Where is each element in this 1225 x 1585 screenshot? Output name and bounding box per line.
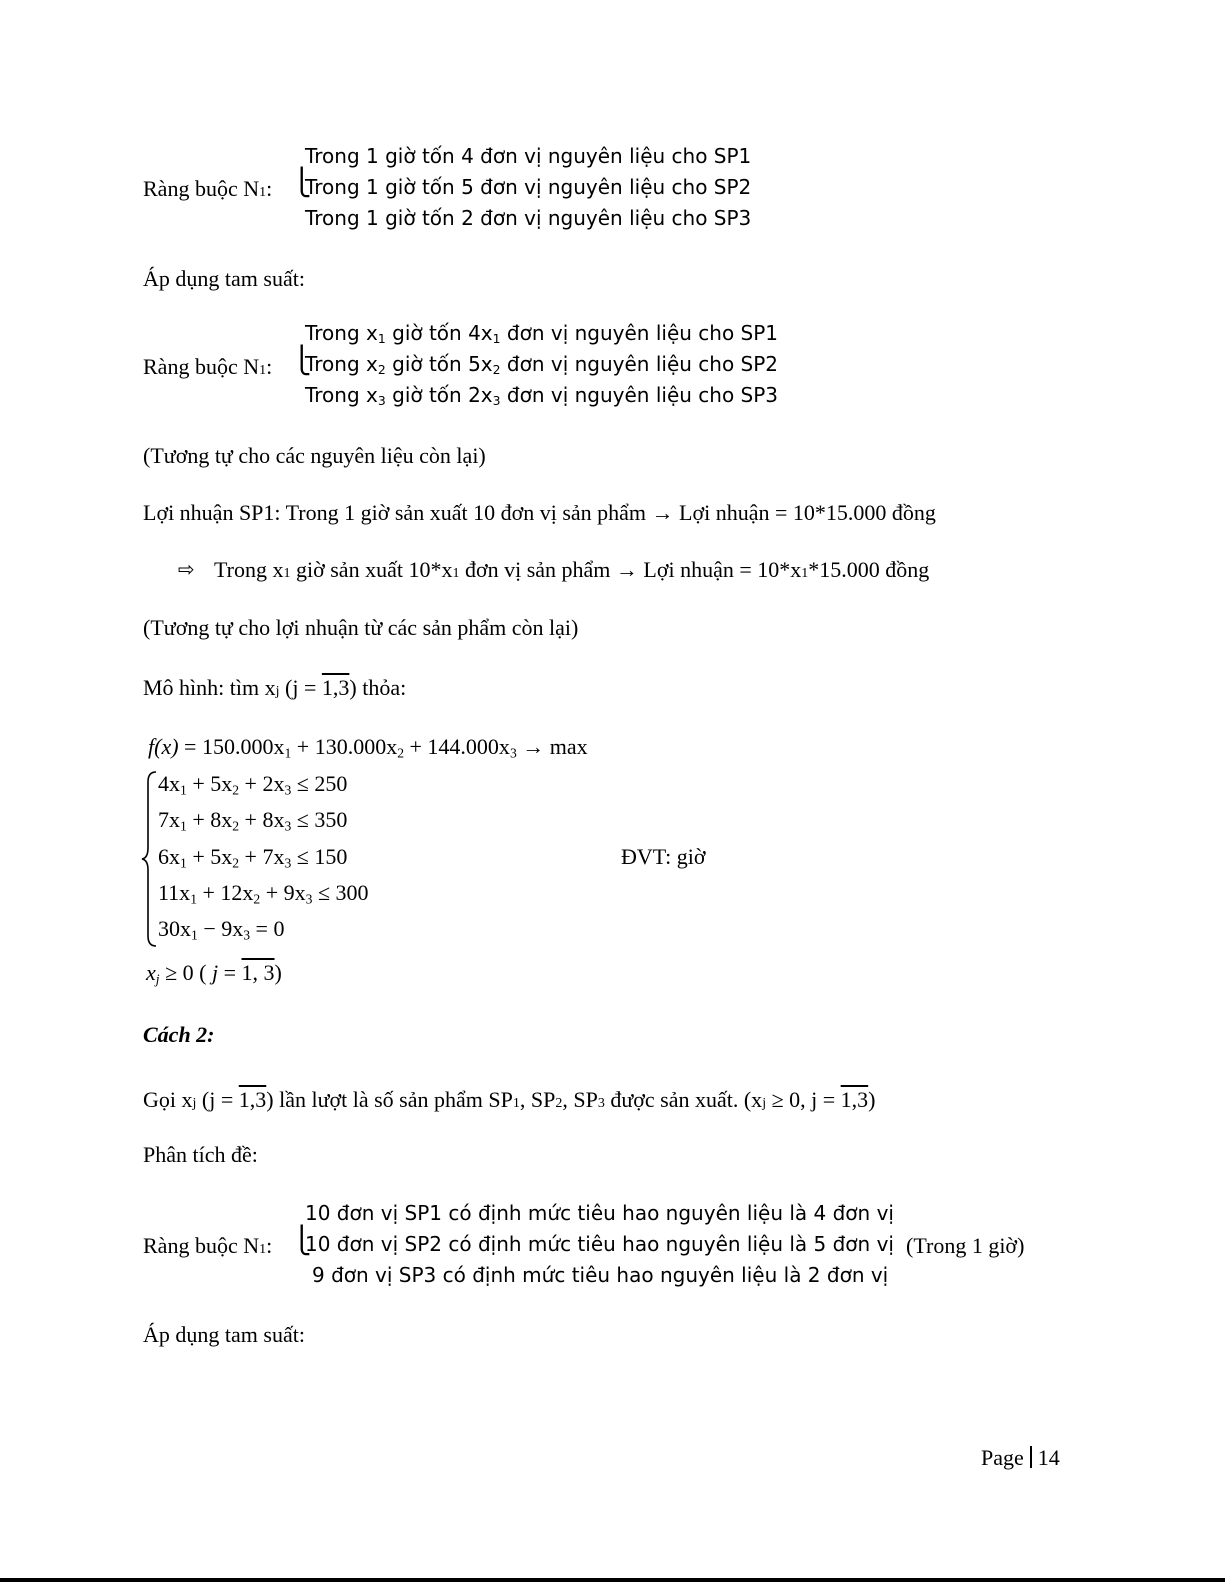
page-separator <box>1030 1446 1032 1468</box>
bottom-rule <box>0 1578 1225 1582</box>
cach-2-heading: Cách 2: <box>143 1022 215 1047</box>
brace-icon: ⎩ <box>292 1226 312 1256</box>
unit-label: ĐVT: giờ <box>621 844 706 869</box>
brace-icon: ⎩ <box>292 346 312 376</box>
system-brace-icon <box>140 770 160 948</box>
constraint-row: $7x_1 + 8x_2 + 8x_3 \le 350$ <box>158 807 348 834</box>
constraint-label-3: Ràng buộc N1: <box>143 1233 273 1258</box>
ap-dung-tam-suat-2: Áp dụng tam suất: <box>143 1322 305 1347</box>
phan-tich-de: Phân tích đề: <box>143 1142 258 1167</box>
loi-nhuan-line-2: Trong x1 giờ sản xuất 10*x1 đơn vị sản phẩm → Lợi nhuận = 10*x1*15.000 đồng <box>214 557 930 582</box>
constraint-row: $30x_1 - 9x_3 = 0$ <box>158 916 285 943</box>
trong-1-gio-note: (Trong 1 giờ) <box>906 1233 1025 1258</box>
loi-nhuan-line-1: Lợi nhuận SP1: Trong 1 giờ sản xuất 10 đơn vị sản phẩm → Lợi nhuận = 10*15.000 đồng <box>143 500 936 525</box>
mo-hinh-heading: Mô hình: tìm xj (j = 1,3) thỏa: <box>143 675 407 700</box>
block2-line-2: Trong $x_2$ giờ tốn $5x_2$ đơn vị nguyên liệu cho SP2 <box>305 352 779 378</box>
non-negativity: $x_j \ge 0$ ( j = 1, 3) <box>146 960 282 987</box>
block2-line-3: Trong $x_3$ giờ tốn $2x_3$ đơn vị nguyên liệu cho SP3 <box>305 383 779 409</box>
goi-bien-line: Gọi xj (j = 1,3) lần lượt là số sản phẩm SP1, SP2, SP3 được sản xuất. (xj ≥ 0, j = 1,3) <box>143 1087 876 1112</box>
block1-line-3: Trong 1 giờ tốn 2 đơn vị nguyên liệu cho SP3 <box>305 206 752 230</box>
block1-line-1: Trong 1 giờ tốn 4 đơn vị nguyên liệu cho SP1 <box>305 144 752 168</box>
constraint-row: $6x_1 + 5x_2 + 7x_3 \le 150$ <box>158 844 348 871</box>
tuong-tu-nguyen-lieu: (Tương tự cho các nguyên liệu còn lại) <box>143 443 486 468</box>
tuong-tu-loi-nhuan: (Tương tự cho lợi nhuận từ các sản phẩm còn lại) <box>143 615 579 640</box>
brace-icon: ⎩ <box>292 168 312 198</box>
objective-function: $f(x) = 150.000x_1 + 130.000x_2 + 144.000x_3 \to \max$ <box>148 734 588 761</box>
block3-line-3: 9 đơn vị SP3 có định mức tiêu hao nguyên liệu là 2 đơn vị <box>312 1263 889 1287</box>
constraint-row: $11x_1 + 12x_2 + 9x_3 \le 300$ <box>158 880 369 907</box>
block2-line-1: Trong $x_1$ giờ tốn $4x_1$ đơn vị nguyên liệu cho SP1 <box>305 321 779 347</box>
block3-line-1: 10 đơn vị SP1 có định mức tiêu hao nguyên liệu là 4 đơn vị <box>305 1201 894 1225</box>
block3-line-2: 10 đơn vị SP2 có định mức tiêu hao nguyên liệu là 5 đơn vị <box>305 1232 894 1256</box>
constraint-label-1: Ràng buộc N1: <box>143 176 273 201</box>
block1-line-2: Trong 1 giờ tốn 5 đơn vị nguyên liệu cho SP2 <box>305 175 752 199</box>
page-number: Page 14 <box>981 1445 1060 1470</box>
constraint-label-2: Ràng buộc N1: <box>143 354 273 379</box>
ap-dung-tam-suat-1: Áp dụng tam suất: <box>143 266 305 291</box>
implies-arrow-icon: ⇨ <box>178 557 195 581</box>
constraint-row: $4x_1 + 5x_2 + 2x_3 \le 250$ <box>158 771 348 798</box>
